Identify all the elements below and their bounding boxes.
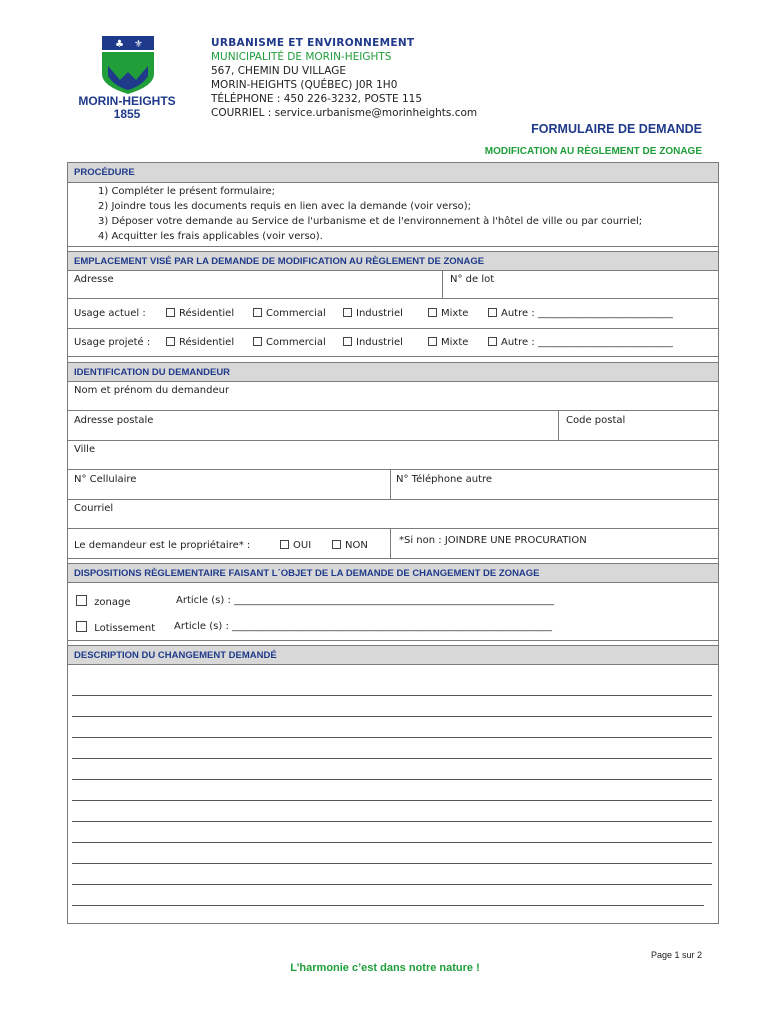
description-line	[72, 695, 712, 696]
description-line	[72, 905, 704, 906]
current-use-mixed-checkbox[interactable]: Mixte	[428, 308, 468, 319]
current-use-row	[68, 299, 718, 329]
procedure-steps	[68, 183, 718, 247]
section-title: DESCRIPTION DU CHANGEMENT DEMANDÉ	[74, 650, 277, 661]
proxy-note: *Si non : JOINDRE UNE PROCURATION	[399, 535, 587, 546]
lotissement-checkbox[interactable]: Lotissement	[76, 621, 155, 634]
description-line	[72, 758, 712, 759]
address-row	[68, 271, 718, 299]
logo-name	[64, 95, 190, 121]
zonage-article-field[interactable]: Article (s) : ________________________________________________________________	[176, 595, 554, 606]
section-title: IDENTIFICATION DU DEMANDEUR	[74, 367, 231, 378]
projected-use-other-checkbox[interactable]: Autre : ___________________________	[488, 337, 673, 348]
email-line: COURRIEL : service.urbanisme@morinheights.com	[211, 107, 478, 119]
department-name: URBANISME ET ENVIRONNEMENT	[211, 37, 415, 49]
address-line-1: 567, CHEMIN DU VILLAGE	[211, 65, 347, 77]
description-line	[72, 800, 712, 801]
form-subtitle: MODIFICATION AU RÈGLEMENT DE ZONAGE	[484, 146, 702, 157]
lot-number-field[interactable]: N° de lot	[450, 274, 495, 285]
email-row	[68, 500, 718, 529]
municipality-name: MUNICIPALITÉ DE MORIN-HEIGHTS	[211, 51, 392, 63]
owner-row	[68, 529, 718, 559]
address-field[interactable]: Adresse	[74, 274, 114, 285]
current-use-label: Usage actuel :	[74, 308, 146, 319]
form-table	[67, 162, 719, 924]
description-line	[72, 737, 712, 738]
svg-text:⚜: ⚜	[134, 39, 143, 50]
phone-row	[68, 470, 718, 500]
description-line	[72, 842, 712, 843]
postal-code-field[interactable]: Code postal	[566, 415, 626, 426]
projected-use-industrial-checkbox[interactable]: Industriel	[343, 337, 403, 348]
address-line-2: MORIN-HEIGHTS (QUÉBEC) J0R 1H0	[211, 79, 398, 91]
form-title: FORMULAIRE DE DEMANDE	[531, 122, 702, 136]
postal-address-row	[68, 411, 718, 441]
section-procedure-header	[68, 163, 718, 183]
section-title: DISPOSITIONS RÈGLEMENTAIRE FAISANT L´OBJET DE LA DEMANDE DE CHANGEMENT DE ZONAGE	[74, 568, 540, 579]
other-phone-field[interactable]: N° Téléphone autre	[396, 474, 493, 485]
current-use-residential-checkbox[interactable]: Résidentiel	[166, 308, 234, 319]
projected-use-residential-checkbox[interactable]: Résidentiel	[166, 337, 234, 348]
footer-slogan: L’harmonie c’est dans notre nature !	[290, 962, 480, 974]
section-provisions-header	[68, 563, 718, 583]
section-applicant-header	[68, 362, 718, 382]
description-field[interactable]	[68, 665, 718, 923]
zonage-checkbox[interactable]: zonage	[76, 595, 131, 608]
description-line	[72, 779, 712, 780]
procedure-step: 4) Acquitter les frais applicables (voir verso).	[98, 231, 323, 242]
owner-label: Le demandeur est le propriétaire* :	[74, 540, 251, 551]
current-use-commercial-checkbox[interactable]: Commercial	[253, 308, 326, 319]
projected-use-commercial-checkbox[interactable]: Commercial	[253, 337, 326, 348]
header-contact	[211, 36, 477, 120]
postal-address-field[interactable]: Adresse postale	[74, 415, 154, 426]
svg-text:♣: ♣	[115, 39, 124, 50]
current-use-industrial-checkbox[interactable]: Industriel	[343, 308, 403, 319]
org-name: MORIN-HEIGHTS	[78, 94, 176, 108]
city-row	[68, 441, 718, 470]
org-year: 1855	[113, 107, 141, 121]
page-number: Page 1 sur 2	[650, 950, 702, 960]
section-location-header	[68, 251, 718, 271]
owner-yes-checkbox[interactable]: OUI	[280, 540, 311, 551]
phone-line: TÉLÉPHONE : 450 226-3232, POSTE 115	[211, 93, 423, 105]
procedure-step: 1) Compléter le présent formulaire;	[98, 186, 275, 197]
projected-use-mixed-checkbox[interactable]: Mixte	[428, 337, 468, 348]
section-description-header	[68, 645, 718, 665]
description-line	[72, 884, 712, 885]
projected-use-label: Usage projeté :	[74, 337, 151, 348]
cell-phone-field[interactable]: N° Cellulaire	[74, 474, 137, 485]
procedure-step: 2) Joindre tous les documents requis en lien avec la demande (voir verso);	[98, 201, 472, 212]
applicant-name-field[interactable]: Nom et prénom du demandeur	[74, 385, 230, 396]
projected-use-row	[68, 329, 718, 357]
owner-no-checkbox[interactable]: NON	[332, 540, 368, 551]
description-line	[72, 821, 712, 822]
section-title: PROCÉDURE	[74, 167, 135, 178]
email-field[interactable]: Courriel	[74, 503, 114, 514]
procedure-step: 3) Déposer votre demande au Service de l'urbanisme et de l'environnement à l'hôtel de ville ou par courriel;	[98, 216, 643, 227]
current-use-other-checkbox[interactable]: Autre : ___________________________	[488, 308, 673, 319]
city-field[interactable]: Ville	[74, 444, 96, 455]
description-line	[72, 863, 712, 864]
description-line	[72, 716, 712, 717]
name-row	[68, 382, 718, 411]
section-title: EMPLACEMENT VISÉ PAR LA DEMANDE DE MODIFICATION AU RÈGLEMENT DE ZONAGE	[74, 256, 485, 267]
lotissement-article-field[interactable]: Article (s) : ________________________________________________________________	[174, 621, 552, 632]
provisions-rows	[68, 583, 718, 641]
